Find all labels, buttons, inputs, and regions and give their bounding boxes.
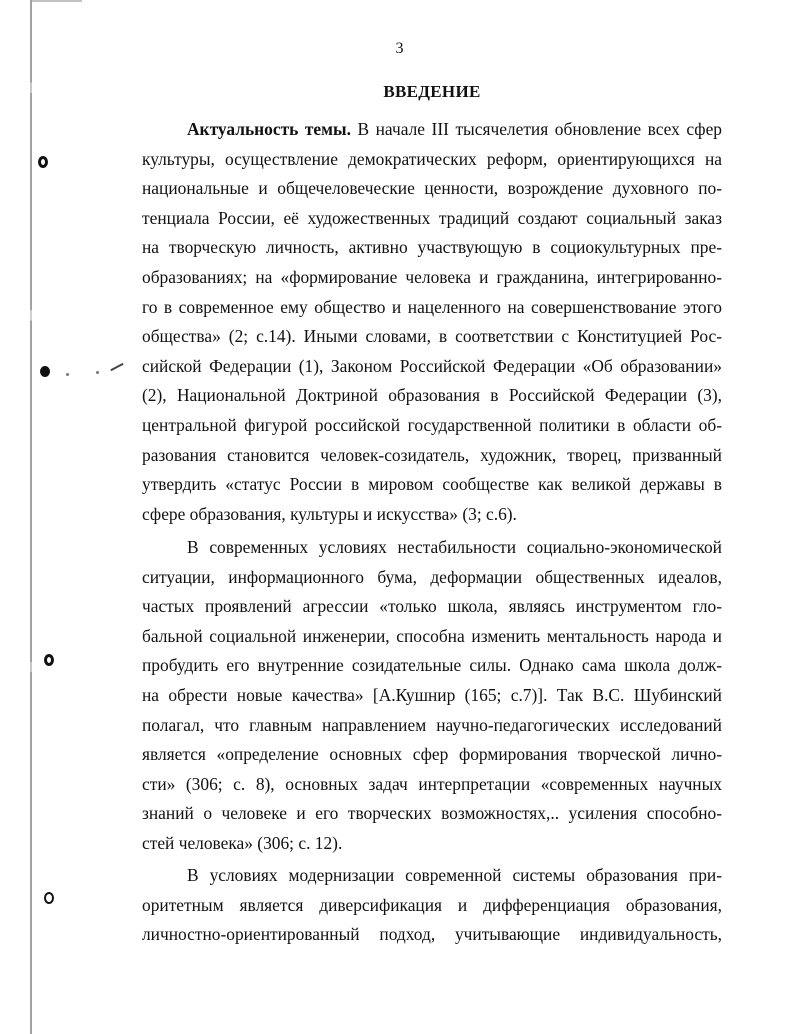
text-line: сфере образования, культуры и искусства» (3; с.6). xyxy=(142,503,517,524)
scan-speck xyxy=(96,371,99,374)
lead-phrase: Актуальность темы. xyxy=(187,119,351,139)
scan-left-edge xyxy=(30,0,32,1034)
scan-top-edge xyxy=(32,0,82,2)
text-line: на творческую личность, активно участвующую в социокультурных пре- xyxy=(142,237,722,258)
text-line: (2), Национальной Доктриной образования в Российской Федерации (3), xyxy=(142,385,722,406)
text-line: пробудить его внутренние созидательные силы. Однако сама школа долж- xyxy=(142,655,722,676)
scan-speck xyxy=(66,373,69,376)
text-line: В современных условиях нестабильности социально-экономической xyxy=(187,537,722,557)
text-line: сти» (306; с. 8), основных задач интерпретации «современных научных xyxy=(142,773,722,794)
text-line: образованиях; на «формирование человека и гражданина, интегрированно- xyxy=(142,266,722,287)
text-line: общества» (2; с.14). Иными словами, в соответствии с Конституцией Рос- xyxy=(142,326,722,347)
text-line: разования становится человек-созидатель, художник, творец, призванный xyxy=(142,444,722,465)
text-line: ситуации, информационного бума, деформации общественных идеалов, xyxy=(142,566,722,587)
text-line: частых проявлений агрессии «только школа, являясь инструментом гло- xyxy=(142,596,722,617)
text-line: на обрести новые качества» [А.Кушнир (165; с.7)]. Так B.C. Шубинский xyxy=(142,684,722,705)
text-line: является «определение основных сфер формирования творческой лично- xyxy=(142,744,722,765)
text-line: тенциала России, её художественных традиций создают социальный заказ xyxy=(142,207,722,228)
text-line: В условиях модернизации современной системы образования при- xyxy=(187,865,722,885)
text-line xyxy=(142,115,722,145)
text-line-content: В начале III тысячелетия обновление всех сфер xyxy=(350,119,722,139)
text-line: центральной фигурой российской государственной политики в области об- xyxy=(142,414,722,435)
text-line: оритетным является диверсификация и дифференциация образования, xyxy=(142,894,722,915)
section-title: ВВЕДЕНИЕ xyxy=(383,82,481,101)
text-line: знаний о человеке и его творческих возможностях,.. усиления способно- xyxy=(142,803,722,824)
text-line: культуры, осуществление демократических реформ, ориентирующихся на xyxy=(142,148,722,169)
binder-hole-filled-icon xyxy=(40,366,50,377)
text-line: го в современное ему общество и нацеленного на совершенствование этого xyxy=(142,296,722,317)
paragraph-1 xyxy=(142,115,722,529)
paragraph-2 xyxy=(142,533,722,859)
text-line: бальной социальной инженерии, способна изменить ментальность народа и xyxy=(142,625,722,646)
text-line: полагал, что главным направлением научно-педагогических исследований xyxy=(142,714,722,735)
binder-hole-icon xyxy=(38,156,48,168)
page-number: 3 xyxy=(395,40,404,57)
binder-hole-icon xyxy=(44,654,54,666)
text-line: стей человека» (306; с. 12). xyxy=(142,832,343,853)
paragraph-3 xyxy=(142,861,722,950)
text-line: сийской Федерации (1), Законом Российской Федерации «Об образовании» xyxy=(142,355,722,376)
text-line: национальные и общечеловеческие ценности, возрождение духовного по- xyxy=(142,178,722,199)
binder-hole-icon xyxy=(44,892,54,904)
text-line: личностно-ориентированный подход, учитывающие индивидуальность, xyxy=(142,924,722,945)
pen-mark xyxy=(110,363,123,371)
text-line: утвердить «статус России в мировом сообществе как великой державы в xyxy=(142,474,722,495)
